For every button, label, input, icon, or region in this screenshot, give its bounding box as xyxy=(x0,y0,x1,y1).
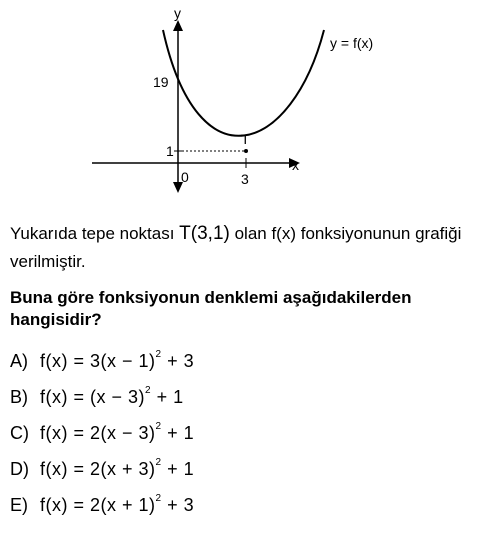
parabola-graph xyxy=(0,0,500,200)
option-letter: E) xyxy=(10,494,28,515)
option-d[interactable] xyxy=(10,451,194,487)
option-formula xyxy=(40,348,195,372)
formula-base: f(x) = 3(x − 1) xyxy=(40,350,156,371)
option-formula xyxy=(40,420,195,444)
formula-tail: + 1 xyxy=(151,386,184,407)
origin-label: 0 xyxy=(181,169,189,185)
formula-exponent: 2 xyxy=(145,384,152,396)
y-axis-arrow-up-icon xyxy=(173,20,183,31)
question-text-before: Yukarıda tepe noktası xyxy=(10,224,180,243)
option-letter: A) xyxy=(10,350,28,371)
formula-base: f(x) = 2(x + 1) xyxy=(40,494,156,515)
function-label: y = f(x) xyxy=(330,35,374,51)
option-a[interactable] xyxy=(10,343,194,379)
formula-tail: + 3 xyxy=(161,350,195,371)
formula-base: f(x) = (x − 3) xyxy=(40,386,146,407)
vertex-point-text: T(3,1) xyxy=(179,223,230,244)
formula-base: f(x) = 2(x + 3) xyxy=(40,458,156,479)
vertex-x-label: 3 xyxy=(241,171,249,187)
formula-exponent: 2 xyxy=(155,420,162,432)
option-letter: B) xyxy=(10,386,28,407)
option-c[interactable] xyxy=(10,415,194,451)
option-e[interactable] xyxy=(10,487,194,523)
formula-tail: + 3 xyxy=(161,494,195,515)
y-axis-label: y xyxy=(174,5,181,21)
formula-base: f(x) = 2(x − 3) xyxy=(40,422,156,443)
option-b[interactable] xyxy=(10,379,194,415)
option-letter: D) xyxy=(10,458,29,479)
option-letter: C) xyxy=(10,422,29,443)
option-formula xyxy=(40,384,184,408)
question-prompt: Buna göre fonksiyonun denklemi aşağıdakilerden hangisidir? xyxy=(10,288,412,329)
formula-exponent: 2 xyxy=(155,456,162,468)
question-text-after: olan f(x) fonksiyonunun grafiği verilmiştir. xyxy=(10,224,462,271)
y-intercept-label: 19 xyxy=(153,74,169,90)
x-axis-label: x xyxy=(292,157,299,173)
answer-options xyxy=(10,343,194,523)
formula-exponent: 2 xyxy=(155,348,162,360)
option-formula xyxy=(40,492,195,516)
formula-exponent: 2 xyxy=(155,492,162,504)
question-text xyxy=(10,220,490,276)
vertex-point-label: T xyxy=(241,131,250,147)
option-formula xyxy=(40,456,195,480)
vertex-y-label: 1 xyxy=(166,143,174,159)
formula-tail: + 1 xyxy=(161,422,195,443)
vertex-point xyxy=(244,149,248,153)
formula-tail: + 1 xyxy=(161,458,195,479)
parabola-curve xyxy=(163,30,324,136)
